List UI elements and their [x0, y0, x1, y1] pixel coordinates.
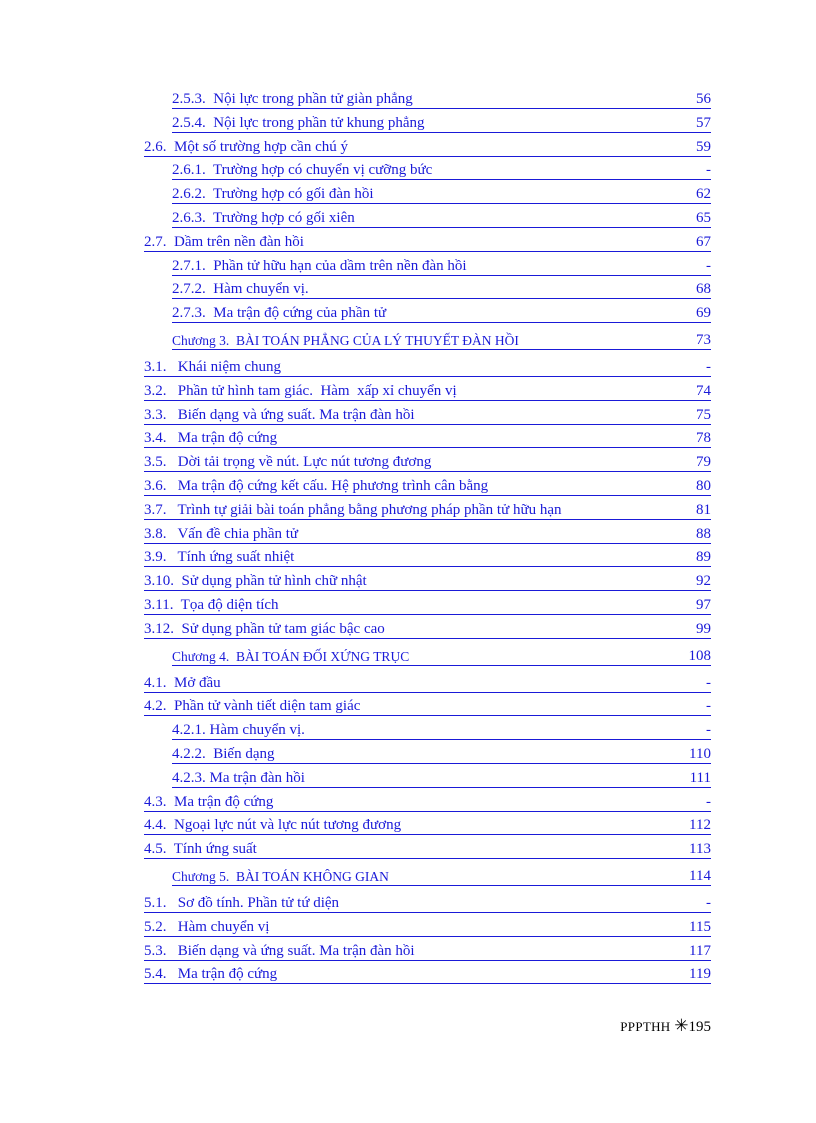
toc-entry-link[interactable] [144, 428, 711, 452]
toc-entry-link[interactable] [144, 357, 711, 381]
toc-entry-link[interactable] [144, 208, 711, 232]
footer-code: PPPTHH [620, 1019, 671, 1034]
toc-entry-page: - [706, 722, 711, 739]
toc-entry-page: 62 [696, 186, 711, 203]
toc-underline [172, 132, 711, 133]
toc-entry-title: 2.6. Một số trường hợp cần chú ý [144, 138, 348, 155]
toc-underline [172, 665, 711, 666]
toc-entry-page: 99 [696, 620, 711, 637]
toc-entry-link[interactable] [144, 792, 711, 816]
toc-entry-page: 111 [689, 769, 711, 786]
toc-entry-title: 4.1. Mở đầu [144, 674, 232, 691]
table-of-contents [144, 89, 711, 988]
toc-entry-link[interactable] [144, 476, 711, 500]
toc-entry-link[interactable] [144, 893, 711, 917]
toc-underline [144, 811, 711, 812]
toc-underline [172, 108, 711, 109]
toc-underline [144, 912, 711, 913]
toc-entry-link[interactable] [144, 547, 711, 571]
toc-entry-page: 110 [689, 745, 711, 762]
toc-entry-page: 56 [696, 91, 711, 107]
toc-entry-link[interactable] [144, 917, 711, 941]
toc-underline [172, 203, 711, 204]
toc-underline [144, 447, 711, 448]
toc-entry-title: 4.2. Phần tử vành tiết diện tam giác [144, 698, 361, 715]
toc-entry-title: 4.2.1. Hàm chuyển vị. [172, 722, 305, 739]
toc-entry-page: 119 [689, 966, 711, 983]
toc-entry-page: 59 [696, 138, 711, 155]
toc-entry-title: 2.5.4. Nội lực trong phần tử khung phẳng [172, 114, 425, 131]
toc-underline [172, 322, 711, 323]
toc-entry-page: - [706, 894, 711, 911]
toc-entry-link[interactable] [144, 279, 711, 303]
toc-entry-link[interactable] [144, 381, 711, 405]
toc-entry-title: 2.7.3. Ma trận độ cứng của phần tử [172, 305, 387, 322]
toc-entry-title: 5.1. Sơ đồ tính. Phần tử tứ diện [144, 894, 340, 911]
toc-entry-page: 68 [696, 281, 711, 298]
toc-entry-link[interactable] [144, 232, 711, 256]
toc-chapter-link[interactable] [144, 643, 711, 671]
toc-entry-link[interactable] [144, 303, 711, 327]
toc-entry-title: 2.5.3. Nội lực trong phần tử giàn phẳng [172, 91, 413, 107]
toc-underline [144, 692, 711, 693]
toc-entry-link[interactable] [144, 184, 711, 208]
toc-underline [144, 983, 711, 984]
toc-entry-link[interactable] [144, 113, 711, 137]
toc-entry-page: 75 [696, 406, 711, 423]
toc-entry-title: 2.6.3. Trường hợp có gối xiên [172, 209, 355, 226]
toc-entry-title: 3.12. Sử dụng phần tử tam giác bậc cao [144, 620, 385, 637]
toc-entry-page: - [706, 257, 711, 274]
toc-entry-page: 112 [689, 817, 711, 834]
toc-entry-title: 4.2.2. Biến dạng [172, 745, 275, 762]
toc-underline [172, 298, 711, 299]
toc-entry-title: 4.5. Tính ứng suất [144, 841, 257, 858]
toc-entry-page: 108 [688, 647, 711, 664]
toc-entry-title: Chương 3. BÀI TOÁN PHẲNG CỦA LÝ THUYẾT ĐÀN HỒI [172, 332, 519, 348]
toc-chapter-link[interactable] [144, 863, 711, 891]
toc-underline [144, 834, 711, 835]
toc-entry-title: 5.4. Ma trận độ cứng [144, 966, 278, 983]
toc-entry-link[interactable] [144, 452, 711, 476]
toc-entry-link[interactable] [144, 619, 711, 643]
toc-entry-link[interactable] [144, 500, 711, 524]
toc-entry-title: 3.3. Biến dạng và ứng suất. Ma trận đàn hồi [144, 406, 415, 423]
toc-entry-link[interactable] [144, 405, 711, 429]
toc-entry-link[interactable] [144, 595, 711, 619]
toc-underline [144, 638, 711, 639]
toc-entry-link[interactable] [144, 673, 711, 697]
toc-entry-page: 92 [696, 573, 711, 590]
toc-entry-page: 65 [696, 209, 711, 226]
toc-underline [144, 566, 711, 567]
toc-entry-title: 4.2.3. Ma trận đàn hồi [172, 769, 305, 786]
toc-entry-page: 74 [696, 382, 711, 399]
toc-entry-page: - [706, 162, 711, 179]
toc-entry-page: 88 [696, 525, 711, 542]
toc-entry-title: 3.9. Tính ứng suất nhiệt [144, 549, 295, 566]
toc-entry-page: 89 [696, 549, 711, 566]
toc-entry-link[interactable] [144, 839, 711, 863]
toc-entry-link[interactable] [144, 815, 711, 839]
toc-entry-title: 3.11. Tọa độ diện tích [144, 596, 279, 613]
toc-underline [172, 787, 711, 788]
toc-entry-title: 4.3. Ma trận độ cứng [144, 793, 274, 810]
toc-underline [172, 275, 711, 276]
toc-entry-page: - [706, 793, 711, 810]
toc-underline [144, 424, 711, 425]
toc-entry-page: 67 [696, 233, 711, 250]
toc-underline [144, 858, 711, 859]
toc-entry-title: 3.5. Dời tải trọng về nút. Lực nút tương đương [144, 454, 432, 471]
toc-entry-link[interactable] [144, 696, 711, 720]
toc-underline [172, 885, 711, 886]
toc-chapter-link[interactable] [144, 327, 711, 355]
toc-entry-page: - [706, 674, 711, 691]
toc-entry-page: 81 [696, 501, 711, 518]
toc-underline [144, 251, 711, 252]
toc-entry-title: 3.4. Ma trận độ cứng [144, 430, 278, 447]
toc-entry-link[interactable] [144, 744, 711, 768]
toc-underline [144, 614, 711, 615]
toc-entry-page: 115 [689, 918, 711, 935]
toc-entry-page: - [706, 358, 711, 375]
toc-entry-link[interactable] [144, 720, 711, 744]
toc-entry-link[interactable] [144, 89, 711, 113]
toc-entry-link[interactable] [144, 256, 711, 280]
toc-underline [172, 227, 711, 228]
asterisk-icon: ✳ [674, 1016, 689, 1035]
toc-entry-title: 3.10. Sử dụng phần tử hình chữ nhật [144, 573, 367, 590]
toc-entry-title: 2.6.2. Trường hợp có gối đàn hồi [172, 186, 374, 203]
toc-underline [144, 519, 711, 520]
toc-underline [144, 376, 711, 377]
toc-underline [144, 156, 711, 157]
toc-underline [172, 763, 711, 764]
toc-entry-page: 78 [696, 430, 711, 447]
toc-underline [172, 739, 711, 740]
toc-entry-link[interactable] [144, 524, 711, 548]
toc-underline [144, 936, 711, 937]
toc-entry-title: 5.2. Hàm chuyển vị [144, 918, 270, 935]
toc-entry-page: 117 [689, 942, 711, 959]
toc-underline [144, 495, 711, 496]
toc-underline [144, 543, 711, 544]
toc-entry-title: 4.4. Ngoại lực nút và lực nút tương đương [144, 817, 402, 834]
toc-entry-title: 3.1. Khái niệm chung [144, 358, 282, 375]
footer-page-number: 195 [688, 1019, 711, 1035]
toc-entry-link[interactable] [144, 768, 711, 792]
toc-underline [144, 960, 711, 961]
toc-underline [172, 179, 711, 180]
toc-entry-title: 2.7. Dầm trên nền đàn hồi [144, 233, 304, 250]
toc-entry-title: Chương 5. BÀI TOÁN KHÔNG GIAN [172, 868, 389, 884]
toc-entry-title: 2.6.1. Trường hợp có chuyển vị cưỡng bức [172, 162, 433, 179]
toc-entry-title: 2.7.2. Hàm chuyển vị. [172, 281, 309, 298]
toc-entry-link[interactable] [144, 941, 711, 965]
toc-underline [172, 349, 711, 350]
toc-entry-page: 73 [696, 331, 711, 348]
toc-entry-title: 2.7.1. Phần tử hữu hạn của dầm trên nền đàn hồi [172, 257, 467, 274]
toc-entry-link[interactable] [144, 571, 711, 595]
toc-entry-page: 113 [689, 841, 711, 858]
toc-underline [144, 715, 711, 716]
toc-entry-title: 3.2. Phần tử hình tam giác. Hàm xấp xỉ chuyển vị [144, 382, 457, 399]
toc-entry-page: 79 [696, 454, 711, 471]
toc-entry-page: 69 [696, 305, 711, 322]
toc-entry-title: 3.6. Ma trận độ cứng kết cấu. Hệ phương trình cân bằng [144, 477, 489, 494]
toc-entry-page: - [706, 698, 711, 715]
page-footer [620, 1016, 711, 1036]
toc-entry-page: 80 [696, 477, 711, 494]
toc-entry-link[interactable] [144, 137, 711, 161]
toc-entry-page: 57 [696, 114, 711, 131]
toc-entry-title: 3.8. Vấn đề chia phần tử [144, 525, 299, 542]
toc-entry-page: 114 [689, 867, 711, 884]
toc-underline [144, 400, 711, 401]
toc-underline [144, 471, 711, 472]
toc-entry-title: 5.3. Biến dạng và ứng suất. Ma trận đàn hồi [144, 942, 415, 959]
toc-underline [144, 590, 711, 591]
toc-entry-title: Chương 4. BÀI TOÁN ĐỐI XỨNG TRỤC [172, 648, 410, 664]
toc-entry-link[interactable] [144, 964, 711, 988]
toc-entry-title: 3.7. Trình tự giải bài toán phẳng bằng phương pháp phần tử hữu hạn [144, 501, 562, 518]
toc-entry-page: 97 [696, 596, 711, 613]
toc-entry-link[interactable] [144, 160, 711, 184]
